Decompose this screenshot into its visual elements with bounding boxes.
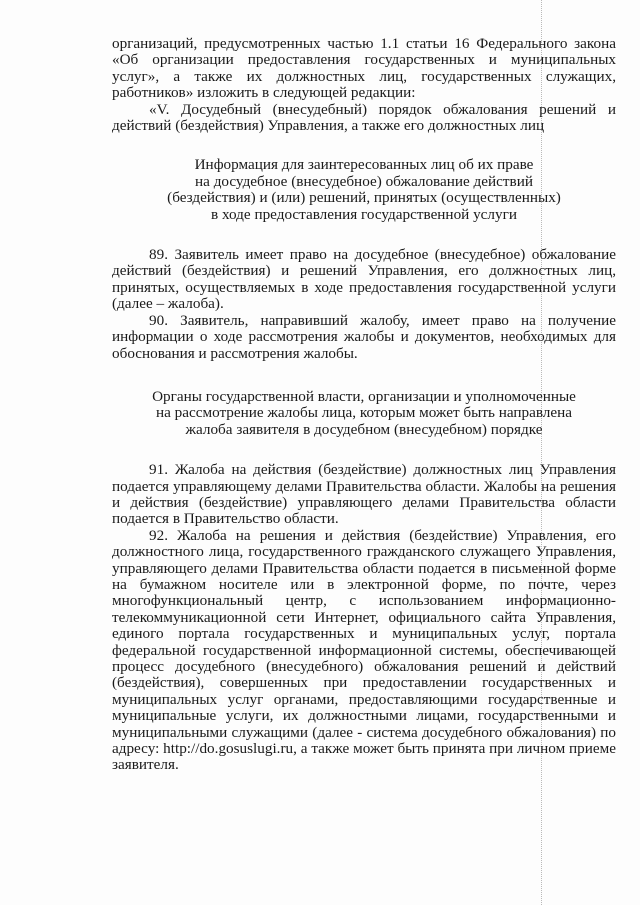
- heading-appeal-right: [112, 157, 616, 223]
- section-title: «V. Досудебный (внесудебный) порядок обжалования решений и действий (бездействия) Управления, а также его должностных лиц: [112, 100, 616, 135]
- heading-line: (бездействия) и (или) решений, принятых (осуществленных): [167, 189, 561, 207]
- heading-line: жалоба заявителя в досудебном (внесудебном) порядке: [185, 420, 543, 438]
- paragraph-90: 90. Заявитель, направивший жалобу, имеет право на получение информации о ходе рассмотрения жалобы и документов, необходимых для обоснования и рассмотрения жалобы.: [112, 311, 616, 362]
- heading-authorities: [112, 389, 616, 438]
- paragraph-89: 89. Заявитель имеет право на досудебное (внесудебное) обжалование действий (бездействия) и решений Управления, его должностных лиц, принятых, осуществляемых в ходе предоставления государственной услуги (далее – жалоба).: [112, 246, 616, 313]
- intro-paragraph: организаций, предусмотренных частью 1.1 статьи 16 Федерального закона «Об организации предоставления государственных и муниципальных услуг», а также их должностных лиц, государственных служащих, работников» изложить в следующей редакции:: [112, 35, 616, 102]
- paragraph-91: 91. Жалоба на действия (бездействие) должностных лиц Управления подается управляющему делами Правительства области. Жалобы на решения и действия (бездействие) управляющего делами Правительства области подается в Правительство области.: [112, 461, 616, 528]
- heading-line: Органы государственной власти, организации и уполномоченные: [152, 387, 576, 405]
- heading-line: на досудебное (внесудебное) обжалование действий: [195, 172, 533, 190]
- heading-line: в ходе предоставления государственной услуги: [211, 205, 517, 223]
- document-body: [112, 36, 616, 774]
- heading-line: Информация для заинтересованных лиц об их праве: [194, 156, 534, 174]
- paragraph-92: 92. Жалоба на решения и действия (бездействие) Управления, его должностного лица, государственного гражданского служащего Управления, управляющего делами Правительства области подается в письменной форме на бумажном носителе или в электронной форме, по почте, через многофункциональный центр, с использованием информационно-телекоммуникационной сети Интернет, официального сайта Управления, единого портала государственных и муниципальных услуг, портала федеральной государственной информационной системы, обеспечивающей процесс досудебного (внесудебного) обжалования решений и действий (бездействия), совершенных при предоставлении государственных и муниципальных услуг органами, предоставляющими государственные и муниципальные услуги, их должностными лицами, государственными и муниципальными служащими (далее - система досудебного обжалования) по адресу: http://do.gosuslugi.ru, а также может быть принята при личном приеме заявителя.: [112, 526, 616, 774]
- heading-line: на рассмотрение жалобы лица, которым может быть направлена: [156, 404, 572, 422]
